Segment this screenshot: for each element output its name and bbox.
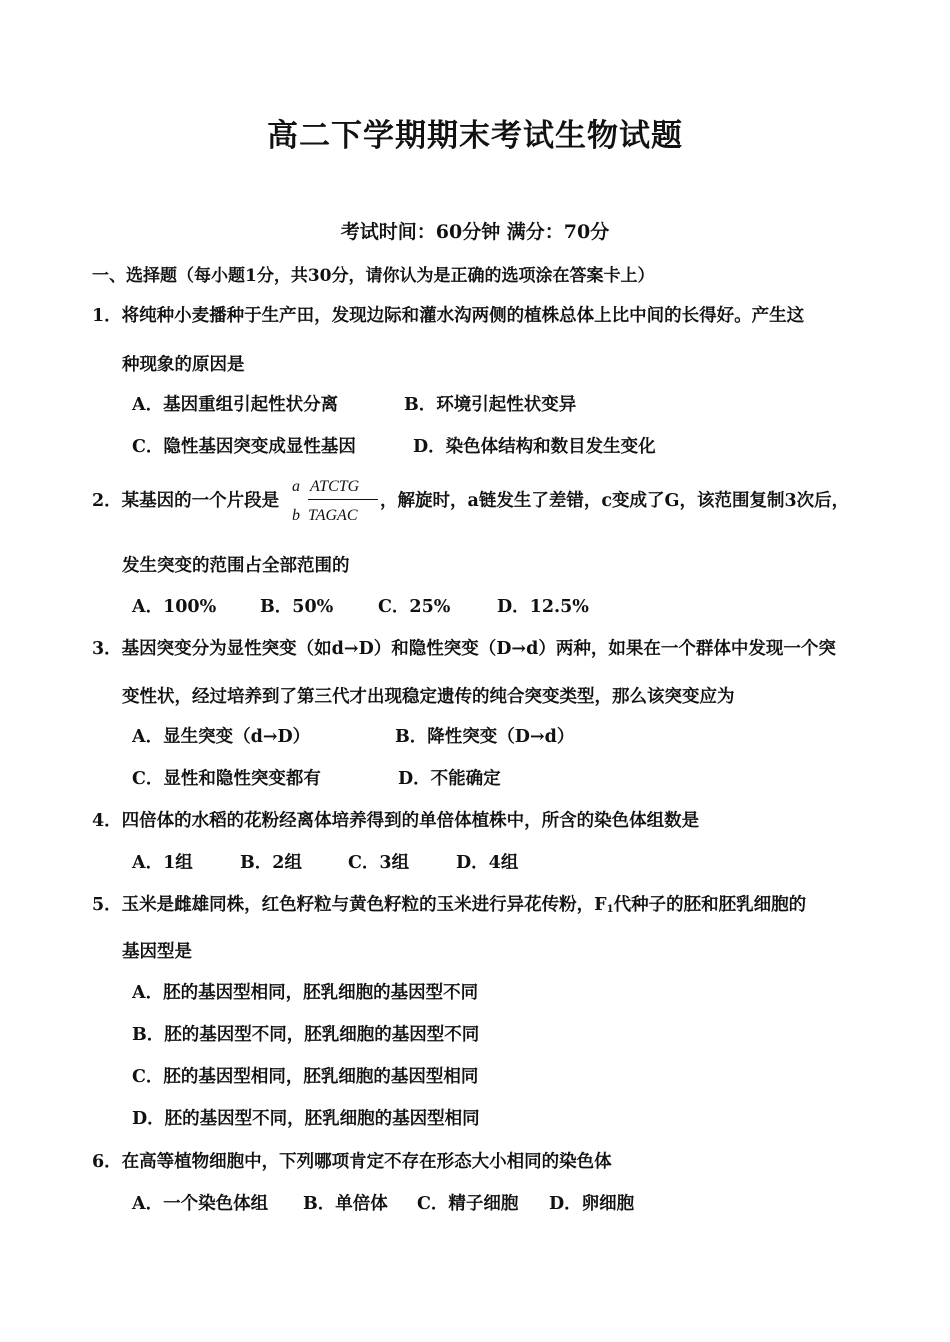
q3-option-c[interactable]: C．显性和隐性突变都有 — [132, 769, 321, 789]
q6-option-b[interactable]: B．单倍体 — [303, 1194, 388, 1214]
q5-stem-text-b: 代种子的胚和胚乳细胞的 — [613, 895, 807, 915]
q2-option-b[interactable]: B．50% — [260, 597, 334, 617]
page-title: 高二下学期期末考试生物试题 — [267, 118, 683, 154]
q1-option-d[interactable]: D．染色体结构和数目发生变化 — [413, 437, 656, 457]
fraction-bar — [308, 499, 378, 500]
strand-b-label: b — [292, 507, 300, 524]
q4-option-b[interactable]: B．2组 — [240, 853, 302, 873]
q3-option-d[interactable]: D．不能确定 — [398, 769, 501, 789]
q2-option-a[interactable]: A．100% — [132, 597, 217, 617]
q6-option-d[interactable]: D．卵细胞 — [549, 1194, 635, 1214]
q3-option-b[interactable]: B．降性突变（D→d） — [395, 727, 575, 747]
strand-a-label: a — [292, 478, 300, 495]
q2-stem-line2: 发生突变的范围占全部范围的 — [122, 556, 350, 576]
q5-subscript: 1 — [606, 904, 614, 915]
q6-option-a[interactable]: A．一个染色体组 — [132, 1194, 269, 1214]
q5-stem-line2: 基因型是 — [122, 942, 192, 962]
q2-stem-suffix: ，解旋时，a链发生了差错，c变成了G，该范围复制3次后， — [380, 491, 850, 511]
q4-option-d[interactable]: D．4组 — [456, 853, 519, 873]
q5-option-c[interactable]: C．胚的基因型相同，胚乳细胞的基因型相同 — [132, 1067, 479, 1087]
q2-stem-prefix: 2．某基因的一个片段是 — [92, 491, 280, 511]
q4-option-a[interactable]: A．1组 — [132, 853, 193, 873]
q6-stem-line1: 6．在高等植物细胞中，下列哪项肯定不存在形态大小相同的染色体 — [92, 1152, 612, 1172]
q4-option-c[interactable]: C．3组 — [348, 853, 410, 873]
q3-stem-line1: 3．基因突变分为显性突变（如d→D）和隐性突变（D→d）两种，如果在一个群体中发现一个突 — [92, 639, 836, 659]
q5-stem-line1 — [92, 891, 806, 916]
q5-option-b[interactable]: B．胚的基因型不同，胚乳细胞的基因型不同 — [132, 1025, 480, 1045]
exam-info: 考试时间：60分钟 满分：70分 — [340, 221, 610, 243]
q3-option-a[interactable]: A．显生突变（d→D） — [132, 727, 311, 747]
q1-option-a[interactable]: A．基因重组引起性状分离 — [132, 395, 339, 415]
q5-option-a[interactable]: A．胚的基因型相同，胚乳细胞的基因型不同 — [132, 983, 479, 1003]
q5-stem-text-a: 5．玉米是雌雄同株，红色籽粒与黄色籽粒的玉米进行异花传粉，F — [92, 895, 607, 915]
q1-option-c[interactable]: C．隐性基因突变成显性基因 — [132, 437, 356, 457]
sequence-top: ATCTG — [310, 478, 360, 495]
q2-option-d[interactable]: D．12.5% — [497, 597, 589, 617]
section-heading: 一、选择题（每小题1分，共30分，请你认为是正确的选项涂在答案卡上） — [92, 266, 655, 286]
q1-option-b[interactable]: B．环境引起性状变异 — [404, 395, 577, 415]
q5-option-d[interactable]: D．胚的基因型不同，胚乳细胞的基因型相同 — [132, 1109, 480, 1129]
q1-stem-line1: 1．将纯种小麦播种于生产田，发现边际和灌水沟两侧的植株总体上比中间的长得好。产生这 — [92, 306, 805, 326]
q6-option-c[interactable]: C．精子细胞 — [417, 1194, 519, 1214]
q1-stem-line2: 种现象的原因是 — [122, 355, 245, 375]
sequence-bottom: TAGAC — [308, 507, 358, 524]
q3-stem-line2: 变性状，经过培养到了第三代才出现稳定遗传的纯合突变类型，那么该突变应为 — [122, 687, 735, 707]
q2-option-c[interactable]: C．25% — [378, 597, 451, 617]
q4-stem-line1: 4．四倍体的水稻的花粉经离体培养得到的单倍体植株中，所含的染色体组数是 — [92, 811, 700, 831]
